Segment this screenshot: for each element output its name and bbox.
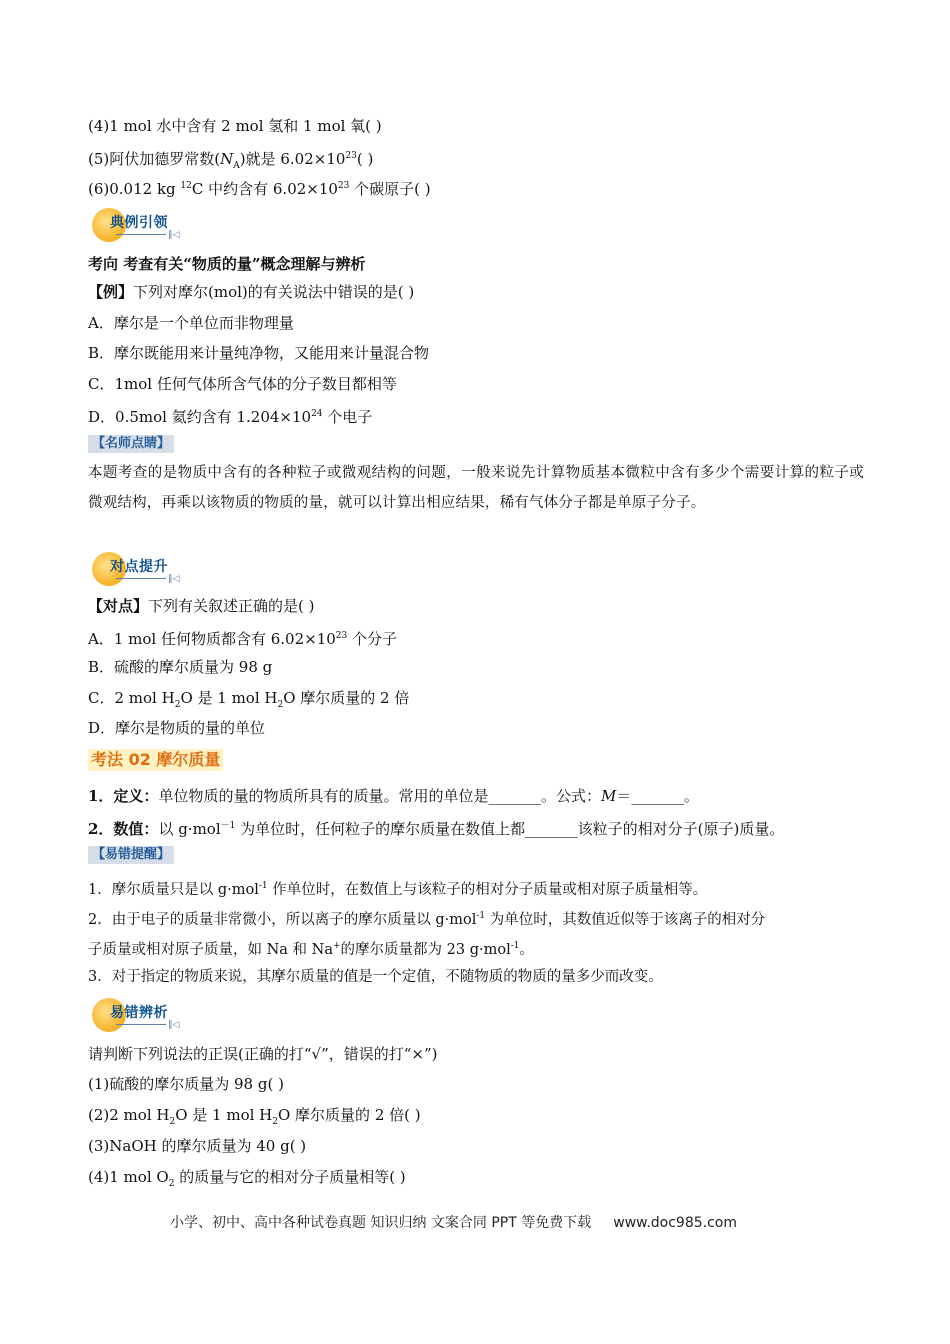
- q5-sup: 23: [345, 151, 357, 161]
- section-badge-analysis: [88, 994, 188, 1034]
- practice-option-d: D．摩尔是物质的量的单位: [88, 719, 266, 737]
- example-stem-text: 下列对摩尔(mol)的有关说法中错误的是( ): [133, 283, 415, 301]
- tag-mistake-tip: 【易错提醒】: [88, 846, 174, 864]
- q6-sup12: 12: [180, 181, 192, 191]
- definition-line: [88, 786, 699, 806]
- section-badge-example: [88, 204, 188, 244]
- q5-pre: (5)阿伏加德罗常数(: [88, 150, 221, 168]
- q5-post: ( ): [356, 150, 374, 168]
- q6-post: 个碳原子( ): [349, 180, 431, 198]
- q5-A: A: [233, 161, 240, 171]
- triangle-icon: ‖◁: [168, 230, 180, 240]
- mistake-3: 3．对于指定的物质来说，其摩尔质量的值是一个定值，不随物质的物质的量多少而改变。: [88, 969, 663, 985]
- q5-N: N: [220, 150, 234, 168]
- q6-pre: (6)0.012 kg: [88, 180, 181, 198]
- section-badge-improve: [88, 548, 188, 588]
- judge-intro: 请判断下列说法的正误(正确的打“√”，错误的打“×”): [88, 1045, 438, 1063]
- option-d-pre: D．0.5mol 氦约含有 1.204×10: [88, 408, 312, 426]
- option-d-sup: 24: [311, 409, 323, 419]
- question-4-text: (4)1 mol 水中含有 2 mol 氢和 1 mol 氧( ): [88, 117, 382, 135]
- m2b-mid: 的摩尔质量都为 23 g·mol: [340, 941, 511, 958]
- def-label: 1．定义：: [88, 787, 159, 805]
- judge-item-3: (3)NaOH 的摩尔质量为 40 g( ): [88, 1137, 307, 1155]
- j2-sub1: 2: [169, 1117, 176, 1127]
- value-post: 为单位时，任何粒子的摩尔质量在数值上都_______该粒子的相对分子(原子)质量。: [235, 820, 785, 838]
- p-a-sup: 23: [335, 631, 348, 641]
- mistake-1: [88, 876, 707, 900]
- badge-analysis-label: 易错辨析: [110, 1005, 168, 1021]
- example-stem: [88, 282, 414, 302]
- p-a-post: 个分子: [347, 630, 398, 648]
- triangle-icon: ‖◁: [168, 1020, 180, 1030]
- m2b-post: 。: [519, 941, 535, 958]
- q5-mid: )就是 6.02×10: [239, 150, 346, 168]
- example-option-c: C．1mol 任何气体所含气体的分子数目都相等: [88, 375, 397, 393]
- def-M: M: [600, 787, 617, 805]
- p-c-sub1: 2: [174, 700, 181, 710]
- mistake-2-cont: [88, 936, 534, 960]
- badge-rule: [116, 1024, 166, 1025]
- judge-item-4: [88, 1167, 406, 1194]
- question-6: [88, 176, 431, 199]
- badge-example-label: 典例引领: [110, 215, 168, 231]
- def-pre: 单位物质的量的物质所具有的质量。常用的单位是_______。公式：: [158, 787, 601, 805]
- badge-rule: [116, 578, 166, 579]
- triangle-icon: ‖◁: [168, 574, 180, 584]
- m1-post: 作单位时，在数值上与该粒子的相对分子质量或相对原子质量相等。: [267, 881, 708, 898]
- practice-option-c: [88, 688, 409, 715]
- judge-item-1: (1)硫酸的摩尔质量为 98 g( ): [88, 1075, 284, 1093]
- mistake-2: [88, 906, 765, 930]
- section-title-molar-mass: 考法 02 摩尔质量: [88, 749, 223, 771]
- j4-pre: (4)1 mol O: [88, 1168, 169, 1186]
- p-c-mid: O 是 1 mol H: [180, 689, 278, 707]
- j4-sub: 2: [168, 1179, 175, 1189]
- footer-url[interactable]: www.doc985.com: [613, 1215, 737, 1231]
- value-pre: 以 g·mol: [158, 820, 221, 838]
- q6-sup: 23: [337, 181, 350, 191]
- example-stem-tag: 【例】: [88, 283, 134, 301]
- page-footer: [170, 1212, 737, 1232]
- value-label: 2．数值：: [88, 820, 159, 838]
- example-option-b: B．摩尔既能用来计量纯净物，又能用来计量混合物: [88, 344, 430, 362]
- practice-option-a: [88, 626, 397, 649]
- p-c-post: O 摩尔质量的 2 倍: [283, 689, 410, 707]
- p-c-sub2: 2: [277, 700, 284, 710]
- p-a-pre: A．1 mol 任何物质都含有 6.02×10: [88, 630, 336, 648]
- m2-sup: -1: [476, 911, 486, 921]
- question-4: [88, 116, 382, 136]
- j2-mid: O 是 1 mol H: [175, 1106, 273, 1124]
- j2-sub2: 2: [272, 1117, 278, 1127]
- practice-stem-text: 下列有关叙述正确的是( ): [148, 597, 315, 615]
- m1-pre: 1．摩尔质量只是以 g·mol: [88, 881, 259, 898]
- badge-rule: [116, 234, 166, 235]
- judge-item-2: [88, 1105, 421, 1132]
- option-d-post: 个电子: [322, 408, 373, 426]
- def-post: ＝_______。: [616, 787, 699, 805]
- j4-post: 的质量与它的相对分子质量相等( ): [174, 1168, 406, 1186]
- j2-pre: (2)2 mol H: [88, 1106, 170, 1124]
- question-5: [88, 146, 373, 176]
- footer-text: 小学、初中、高中各种试卷真题 知识归纳 文案合同 PPT 等免费下载: [170, 1215, 592, 1231]
- p-c-pre: C．2 mol H: [88, 689, 175, 707]
- practice-stem-tag: 【对点】: [88, 597, 149, 615]
- m2-pre: 2．由于电子的质量非常微小，所以离子的摩尔质量以 g·mol: [88, 911, 477, 928]
- example-option-a: A．摩尔是一个单位而非物理量: [88, 314, 294, 332]
- practice-stem: [88, 596, 315, 616]
- j2-post: O 摩尔质量的 2 倍( ): [277, 1106, 421, 1124]
- q6-mid: C 中约含有 6.02×10: [191, 180, 338, 198]
- tag-teacher-tip: 【名师点睛】: [88, 435, 174, 453]
- value-line: [88, 816, 784, 839]
- example-option-d: [88, 404, 372, 427]
- m2b-pre: 子质量或相对原子质量，如 Na 和 Na: [88, 941, 333, 958]
- practice-option-b: B．硫酸的摩尔质量为 98 g: [88, 658, 273, 676]
- value-sup: －1: [220, 821, 236, 831]
- teacher-tip-text: 本题考查的是物质中含有的各种粒子或微观结构的问题，一般来说先计算物质基本微粒中含有多少个需要计算的粒子或微观结构，再乘以该物质的物质的量，就可以计算出相应结果，稀有气体分子都是单原子分子。: [88, 465, 864, 511]
- m2b-sup1: +: [333, 941, 341, 951]
- m2-post: 为单位时，其数值近似等于该离子的相对分: [485, 911, 766, 928]
- badge-improve-label: 对点提升: [110, 559, 168, 575]
- m1-sup: -1: [258, 881, 268, 891]
- example-heading: 考向 考查有关“物质的量”概念理解与辨析: [88, 255, 366, 273]
- m2b-sup2: -1: [510, 941, 520, 951]
